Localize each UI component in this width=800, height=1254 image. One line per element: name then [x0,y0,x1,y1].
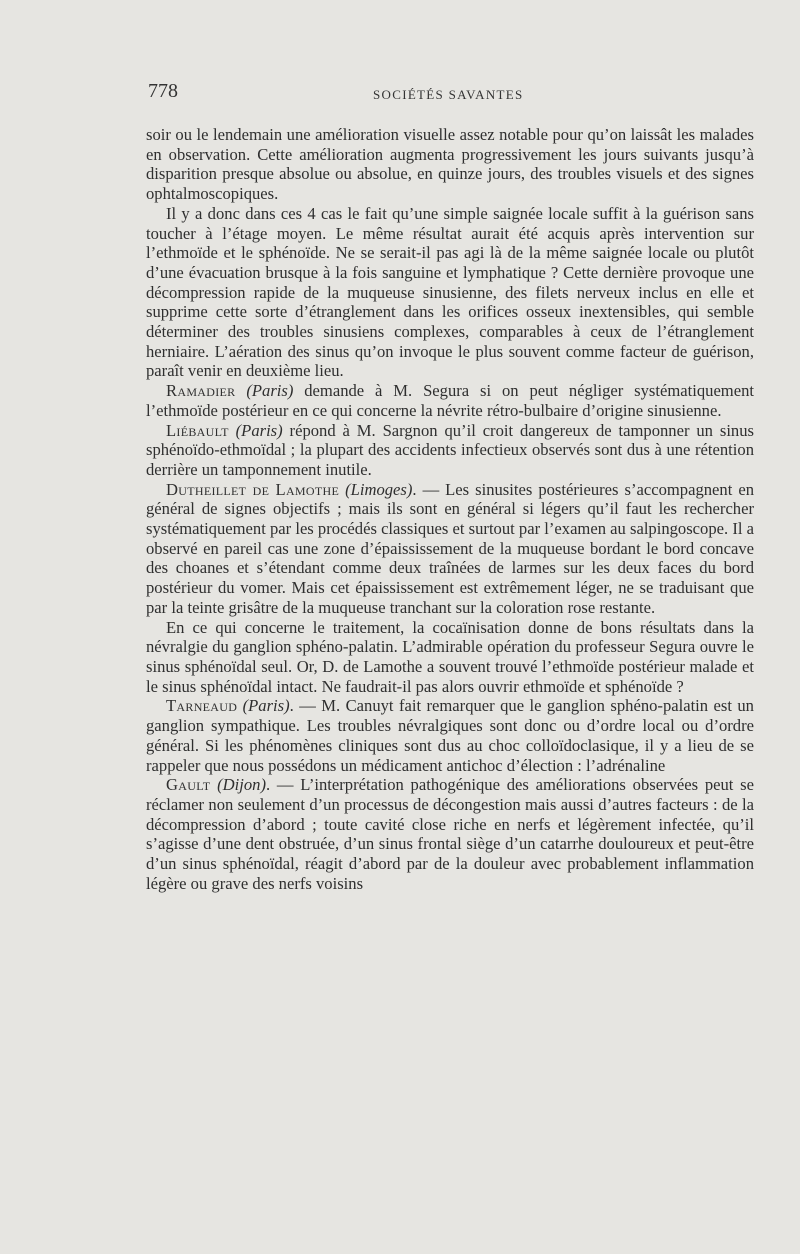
page-number: 778 [148,80,178,102]
speaker-city: (Paris) [242,696,290,716]
speaker-city: (Paris) [235,420,283,440]
running-title: SOCIÉTÉS SAVANTES [373,87,524,102]
paragraph: Tarneaud (Paris). — M. Canuyt fait remarquer que le ganglion sphéno-palatin est un ganglion sympathique. Les troubles névralgiques sont donc ou d’ordre local ou d’ordre général. Si les phénomènes cliniques sont dus au choc colloïdoclasique, il y a lieu de se rappeler que nous possédons un médicament antichoc d’élection : l’adrénaline [146,696,754,775]
paragraph: soir ou le lendemain une amélioration visuelle assez notable pour qu’on laissât les malades en observation. Cette amélioration augmenta progressivement les jours suivants jusqu’à disparition presque absolue ou absolue, en quinze jours, des troubles visuels et des signes ophtalmoscopiques. [146,125,754,204]
paragraph: Gault (Dijon). — L’interprétation pathogénique des améliorations observées peut se réclamer non seulement d’un processus de décongestion mais aussi d’autres facteurs : de la décompression d’abord ; toute cavité close riche en nerfs et légèrement infectée, qu’il s’agisse d’une dent obstruée, d’un sinus frontal siège d’un catarrhe douloureux et peut-être d’un sinus sphénoïdal, réagit d’abord par de la douleur avec probablement inflammation légère ou grave des nerfs voisins [146,775,754,893]
paragraph: Il y a donc dans ces 4 cas le fait qu’une simple saignée locale suffit à la guérison sans toucher à l’étage moyen. Le même résultat aurait été acquis après intervention sur l’ethmoïde et le sphénoïde. Ne se serait-il pas agi là de la même saignée locale ou plutôt d’une évacuation brusque à la fois sanguine et lymphatique ? Cette dernière provoque une décompression rapide de la muqueuse sinusienne, des filets nerveux inclus en elle et supprime cette sorte d’étranglement dans les orifices osseux inextensibles, qui semble déterminer des troubles sinusiens complexes, comparables à ceux de l’étranglement herniaire. L’aération des sinus qu’on invoque le plus souvent comme facteur de guérison, paraît venir en deuxième lieu. [146,203,754,381]
speaker-city: (Limoges) [345,479,413,499]
speaker-city: (Paris) [246,381,294,401]
speaker-city: (Dijon) [217,775,266,795]
paragraph: Liébault (Paris) répond à M. Sargnon qu’il croit dangereux de tamponner un sinus sphénoïdo-ethmoïdal ; la plupart des accidents infectieux observés sont dus à une rétention derrière un tamponnement inutile. [146,420,754,479]
speaker-name: Ramadier [166,381,236,401]
paragraph: Ramadier (Paris) demande à M. Segura si on peut négliger systématiquement l’ethmoïde postérieur en ce qui concerne la névrite rétro-bulbaire d’origine sinusienne. [146,381,754,420]
paragraph: Dutheillet de Lamothe (Limoges). — Les sinusites postérieures s’accompagnent en général de signes objectifs ; mais ils sont en général si légers qu’il faut les rechercher systématiquement par les procédés classiques et surtout par l’examen au salpingoscope. Il a observé en pareil cas une zone d’épaississement de la muqueuse bordant le bord concave des choanes et s’étendant comme deux traînées de larmes sur les deux faces du bord postérieur du vomer. Mais cet épaississement est extrêmement léger, ne se traduisant que par la teinte grisâtre de la muqueuse tranchant sur la coloration rose restante. [146,479,754,617]
paragraph: En ce qui concerne le traitement, la cocaïnisation donne de bons résultats dans la névralgie du ganglion sphéno-palatin. L’admirable opération du professeur Segura ouvre le sinus sphénoïdal seul. Or, D. de Lamothe a souvent trouvé l’ethmoïde postérieur malade et le sinus sphénoïdal intact. Ne faudrait-il pas alors ouvrir ethmoïde et sphénoïde ? [146,617,754,696]
speaker-name: Tarneaud [166,696,238,716]
speaker-name: Liébault [166,420,229,440]
speaker-name: Dutheillet de Lamothe [166,479,340,499]
speaker-name: Gault [166,775,211,795]
body-text [146,125,754,893]
page-header [148,80,754,110]
